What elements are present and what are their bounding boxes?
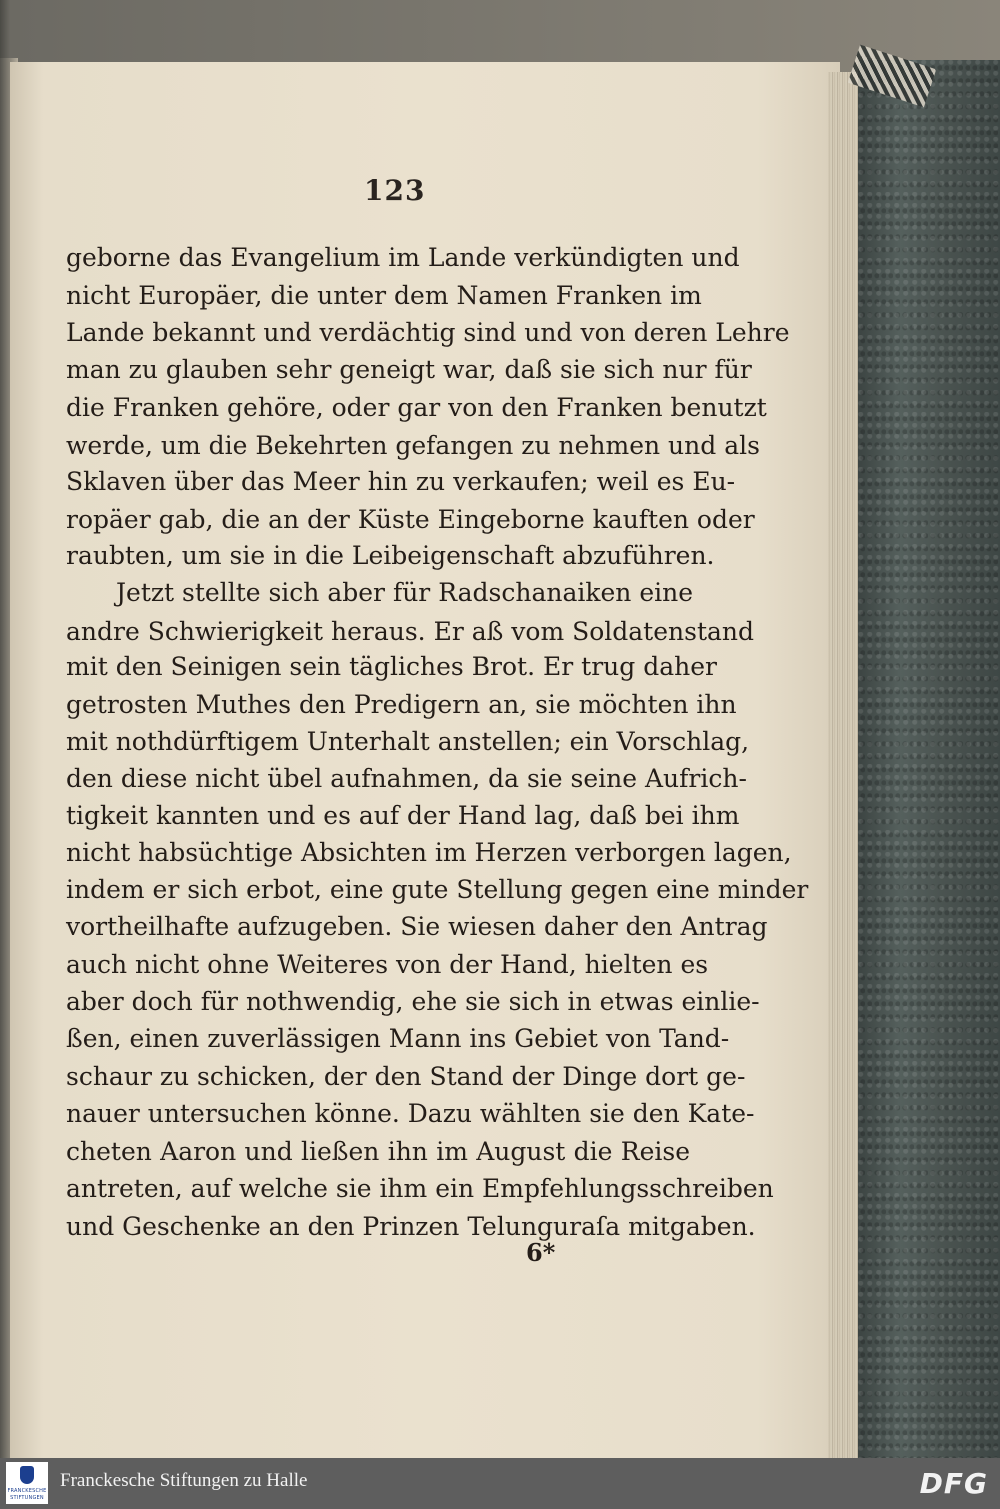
text-line: Sklaven über das Meer hin zu verkaufen; weil es Eu- — [66, 467, 736, 496]
text-line: die Franken gehöre, oder gar von den Franken benutzt — [66, 393, 767, 422]
footer-title[interactable]: Franckesche Stiftungen zu Halle — [60, 1470, 308, 1491]
text-line: antreten, auf welche sie ihm ein Empfehlungsschreiben — [66, 1174, 774, 1203]
footer-bar — [0, 1458, 1000, 1509]
logo-text-line2: STIFTUNGEN — [10, 1495, 44, 1501]
text-line: indem er sich erbot, eine gute Stellung gegen eine minder — [66, 875, 809, 904]
text-line: nauer untersuchen könne. Dazu wählten sie den Kate- — [66, 1099, 755, 1128]
book-cover — [858, 60, 1000, 1458]
signature-mark: 6* — [526, 1238, 556, 1267]
text-line: und Geschenke an den Prinzen Telunguraſa mitgaben. — [66, 1212, 756, 1241]
text-line: mit den Seinigen sein tägliches Brot. Er trug daher — [66, 652, 717, 681]
text-line: tigkeit kannten und es auf der Hand lag, daß bei ihm — [66, 801, 740, 830]
text-line: nicht Europäer, die unter dem Namen Franken im — [66, 281, 702, 310]
text-line: mit nothdürftigem Unterhalt anstellen; ein Vorschlag, — [66, 727, 750, 756]
text-line: auch nicht ohne Weiteres von der Hand, hielten es — [66, 950, 709, 979]
text-line: den diese nicht übel aufnahmen, da sie seine Aufrich- — [66, 764, 747, 793]
text-line: raubten, um sie in die Leibeigenschaft abzuführen. — [66, 541, 715, 570]
text-line: cheten Aaron und ließen ihn im August die Reise — [66, 1137, 690, 1166]
text-line: ßen, einen zuverlässigen Mann ins Gebiet von Tand- — [66, 1024, 730, 1053]
text-line: schaur zu schicken, der den Stand der Dinge dort ge- — [66, 1062, 746, 1091]
page-number: 123 — [364, 174, 426, 207]
dfg-logo[interactable]: DFG — [919, 1467, 988, 1500]
text-line: Jetzt stellte sich aber für Radschanaiken eine — [116, 578, 694, 607]
text-line: werde, um die Bekehrten gefangen zu nehmen und als — [66, 431, 760, 460]
text-line: geborne das Evangelium im Lande verkündigten und — [66, 243, 740, 272]
text-line: getrosten Muthes den Predigern an, sie möchten ihn — [66, 690, 737, 719]
text-line: vortheilhafte aufzugeben. Sie wiesen daher den Antrag — [66, 912, 768, 941]
logo-text-line1: FRANCKESCHE — [7, 1488, 47, 1494]
text-line: ropäer gab, die an der Küste Eingeborne kauften oder — [66, 505, 755, 534]
text-line: andre Schwierigkeit heraus. Er aß vom Soldatenstand — [66, 617, 755, 646]
text-line: Lande bekannt und verdächtig sind und von deren Lehre — [66, 318, 790, 347]
emblem-icon — [20, 1466, 34, 1484]
text-line: aber doch für nothwendig, ehe sie sich in etwas einlie- — [66, 987, 760, 1016]
text-line: nicht habsüchtige Absichten im Herzen verborgen lagen, — [66, 838, 792, 867]
text-line: man zu glauben sehr geneigt war, daß sie sich nur für — [66, 355, 752, 384]
franckesche-logo[interactable] — [6, 1462, 48, 1504]
